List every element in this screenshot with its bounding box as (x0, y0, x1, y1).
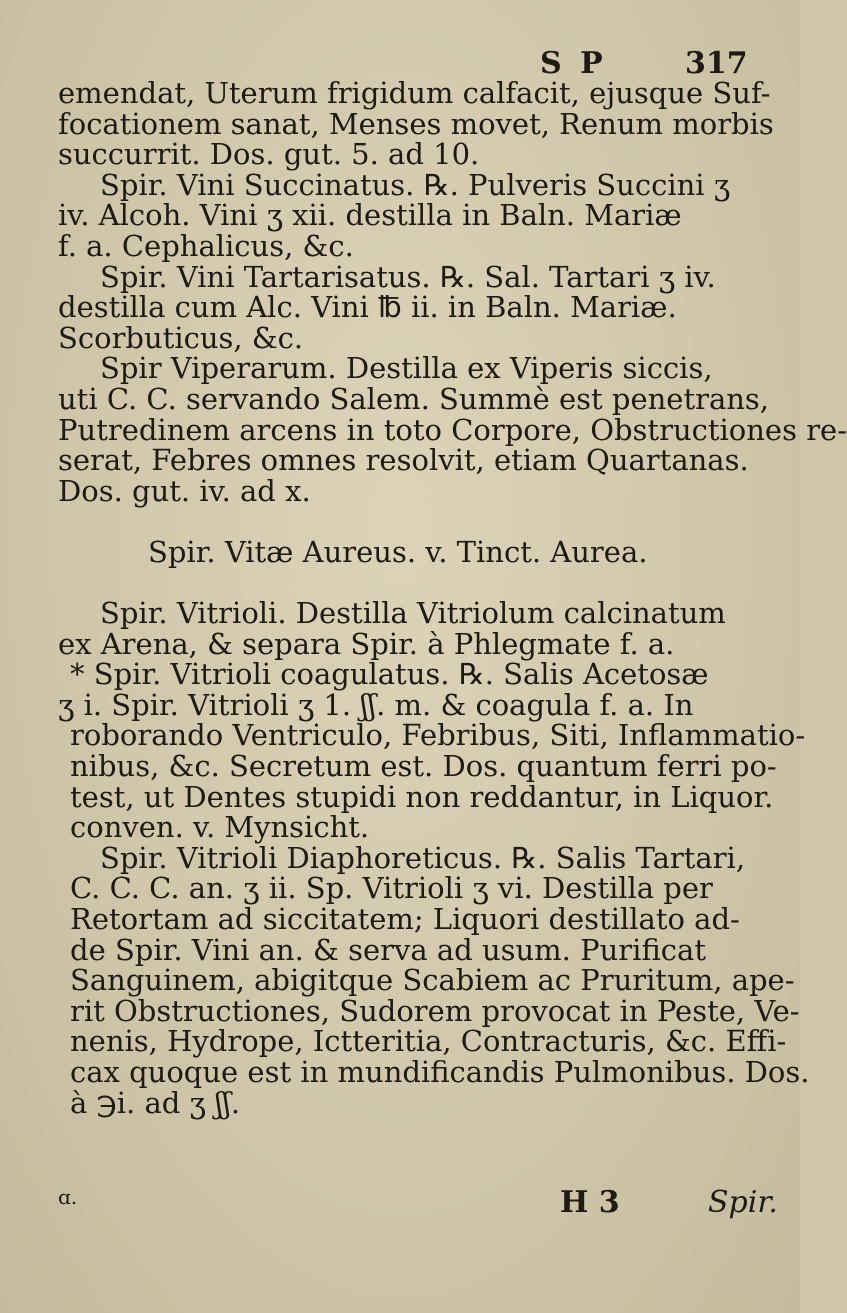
recipe-heading-spir-vitae-aureus: Spir. Vitæ Aureus. v. Tinct. Aurea. (148, 534, 648, 569)
text-line: serat, Febres omnes resolvit, etiam Quartanas. (58, 443, 749, 478)
text-line: Retortam ad siccitatem; Liquori destillato ad- (70, 902, 740, 937)
page-number: 317 (685, 46, 748, 81)
text-line: ex Arena, & separa Spir. à Phlegmate f. a. (58, 626, 675, 661)
recipe-heading-spir-viperarum: Spir Viperarum. Destilla ex Viperis siccis, (100, 351, 713, 386)
text-line: ʒ i. Spir. Vitrioli ʒ 1. ʃʃ. m. & coagula f. a. In (58, 687, 694, 722)
text-line: Scorbuticus, &c. (58, 320, 304, 355)
page-footer (0, 1185, 800, 1225)
recipe-heading-spir-vini-tartarisatus: Spir. Vini Tartarisatus. ℞. Sal. Tartari ʒ iv. (100, 259, 716, 294)
recipe-heading-spir-vitrioli: Spir. Vitrioli. Destilla Vitriolum calcinatum (100, 596, 726, 631)
text-line: iv. Alcoh. Vini ʒ xii. destilla in Baln. Mariæ (58, 198, 682, 233)
text-line: Dos. gut. iv. ad x. (58, 473, 311, 508)
text-line: nenis, Hydrope, Ictteritia, Contracturis, &c. Effi- (70, 1024, 787, 1059)
recipe-heading-spir-vini-succinatus: Spir. Vini Succinatus. ℞. Pulveris Succini ʒ (100, 167, 731, 202)
text-line: rit Obstructiones, Sudorem provocat in Peste, Ve- (70, 993, 800, 1028)
text-line: à ℈i. ad ʒ ʃʃ. (70, 1085, 241, 1120)
paragraph-gap (58, 568, 758, 599)
text-line: de Spir. Vini an. & serva ad usum. Purificat (70, 932, 706, 967)
text-line: Sanguinem, abigitque Scabiem ac Pruritum, ape- (70, 963, 795, 998)
text-line: succurrit. Dos. gut. 5. ad 10. (58, 137, 480, 172)
text-line: emendat, Uterum frigidum calfacit, ejusque Suf- (58, 76, 771, 110)
text-line: Putredinem arcens in toto Corpore, Obstructiones re- (58, 412, 847, 447)
signature-mark-footer: H 3 (560, 1185, 620, 1220)
text-line: destilla cum Alc. Vini ℔ ii. in Baln. Mariæ. (58, 290, 677, 325)
text-line: nibus, &c. Secretum est. Dos. quantum ferri po- (70, 749, 777, 784)
text-line: focationem sanat, Menses movet, Renum morbis (58, 106, 774, 141)
recipe-heading-spir-vitrioli-coagulatus: * Spir. Vitrioli coagulatus. ℞. Salis Acetosæ (70, 657, 709, 692)
recipe-heading-spir-vitrioli-diaphoreticus: Spir. Vitrioli Diaphoreticus. ℞. Salis Tartari, (100, 840, 746, 875)
text-line: conven. v. Mynsicht. (70, 810, 370, 845)
catchword: Spir. (708, 1185, 778, 1220)
paragraph-gap (58, 506, 758, 537)
text-line: test, ut Dentes stupidi non reddantur, in Liquor. (70, 779, 774, 814)
margin-mark: ɑ. (58, 1185, 78, 1209)
text-line: C. C. C. an. ʒ ii. Sp. Vitrioli ʒ vi. Destilla per (70, 871, 713, 906)
signature-mark: S P (540, 46, 607, 81)
text-line: cax quoque est in mundificandis Pulmonibus. Dos. (70, 1055, 810, 1089)
text-line: uti C. C. servando Salem. Summè est penetrans, (58, 381, 770, 416)
text-line: f. a. Cephalicus, &c. (58, 228, 354, 263)
page-body (58, 76, 847, 1120)
text-line: roborando Ventriculo, Febribus, Siti, Inflammatio- (70, 718, 806, 753)
